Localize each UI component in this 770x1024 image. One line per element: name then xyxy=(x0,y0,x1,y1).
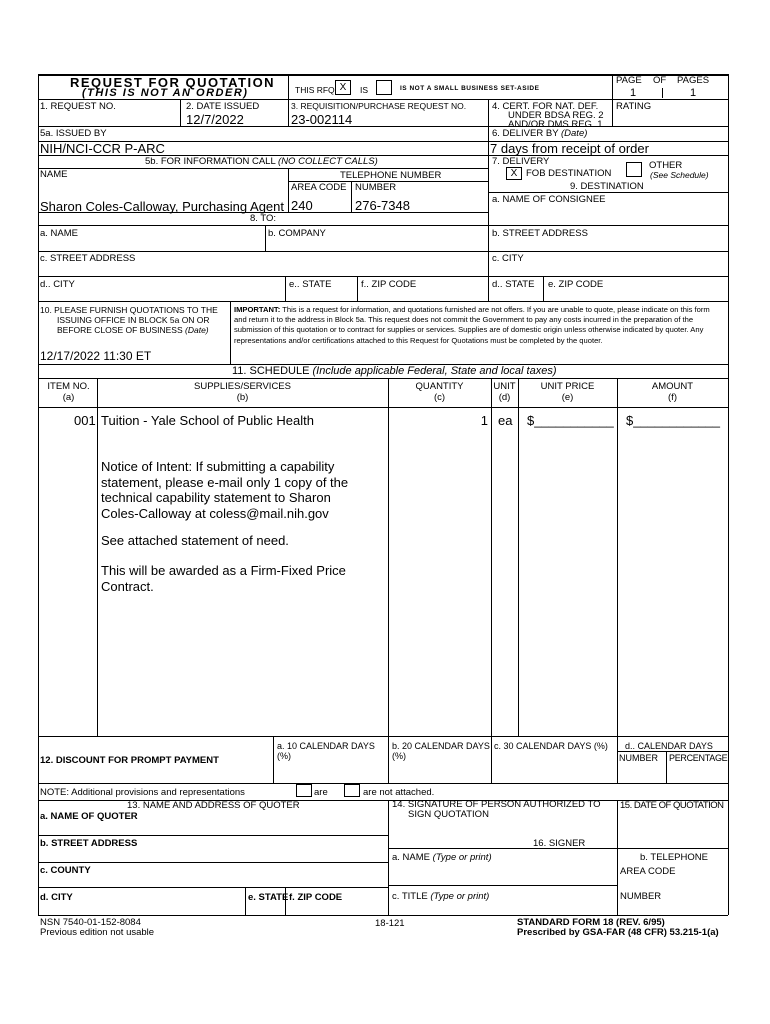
to-state-label: e.. STATE xyxy=(289,279,332,290)
page-label: PAGE xyxy=(616,75,642,86)
item-number: 001 xyxy=(74,413,96,428)
telephone-label: TELEPHONE NUMBER xyxy=(340,170,442,181)
set-aside-label: IS NOT A SMALL BUSINESS SET-ASIDE xyxy=(400,85,540,92)
number-label: NUMBER xyxy=(355,182,397,193)
signer-number-label: NUMBER xyxy=(620,891,662,902)
dest-city-label: c. CITY xyxy=(492,253,524,264)
col-price-header: UNIT PRICE (e) xyxy=(540,381,595,403)
signer-name-label: a. NAME (Type or print) xyxy=(392,852,492,863)
area-code-label: AREA CODE xyxy=(291,182,347,193)
are-checkbox[interactable] xyxy=(296,784,312,797)
destination-label: 9. DESTINATION xyxy=(570,181,644,192)
requisition-label: 3. REQUISITION/PURCHASE REQUEST NO. xyxy=(291,101,467,111)
col-amount-header: AMOUNT (f) xyxy=(651,381,694,403)
item-unit: ea xyxy=(498,413,513,428)
discount-days-label: d.. CALENDAR DAYS xyxy=(625,741,713,751)
item-description: Tuition - Yale School of Public Health xyxy=(101,413,314,428)
signer-area-code-label: AREA CODE xyxy=(620,866,676,877)
date-issued-value: 12/7/2022 xyxy=(186,112,244,127)
other-label: OTHER xyxy=(649,160,683,171)
to-city-label: d.. CITY xyxy=(40,279,75,290)
cert-label-2: UNDER BDSA REG. 2 xyxy=(508,110,604,121)
quoter-zip-label: f. ZIP CODE xyxy=(289,892,343,903)
note-label: NOTE: Additional provisions and representations xyxy=(40,787,245,798)
discount-30-label: c. 30 CALENDAR DAYS (%) xyxy=(494,741,608,751)
item-unit-price: $___________ xyxy=(527,413,614,428)
col-qty-header: QUANTITY (c) xyxy=(415,381,464,403)
form-subtitle: (THIS IS NOT AN ORDER) xyxy=(82,87,249,99)
award-note: This will be awarded as a Firm-Fixed Price Contract. xyxy=(101,563,346,594)
signer-label: 16. SIGNER xyxy=(533,838,586,849)
info-call-label: 5b. FOR INFORMATION CALL (NO COLLECT CALLS) xyxy=(145,156,378,167)
block10-line1: 10. PLEASE FURNISH QUOTATIONS TO THE xyxy=(40,305,218,315)
are-not-checkbox[interactable] xyxy=(344,784,360,797)
col-unit-header: UNIT (d) xyxy=(493,381,516,403)
discount-percentage-label: PERCENTAGE xyxy=(669,753,728,763)
are-label: are xyxy=(314,787,328,798)
set-aside-checkbox[interactable] xyxy=(376,80,392,95)
pages-label: PAGES xyxy=(677,75,710,86)
of-label: OF xyxy=(653,75,667,86)
quoter-title: 13. NAME AND ADDRESS OF QUOTER xyxy=(127,800,300,811)
block10-line3: BEFORE CLOSE OF BUSINESS (Date) xyxy=(57,325,209,335)
name-label: NAME xyxy=(40,169,68,180)
col-item-header: ITEM NO. (a) xyxy=(47,381,90,403)
deliver-by-value: 7 days from receipt of order xyxy=(490,141,649,156)
discount-number-label: NUMBER xyxy=(619,753,659,763)
this-rfq-label: THIS RFQ xyxy=(295,85,335,95)
contact-name: Sharon Coles-Calloway, Purchasing Agent xyxy=(40,199,285,214)
rating-label: RATING xyxy=(616,101,652,112)
is-label: IS xyxy=(360,85,369,95)
quote-due-date: 12/17/2022 11:30 ET xyxy=(40,349,152,363)
signature-label: 14. SIGNATURE OF PERSON AUTHORIZED TO SIGN QUOTATION xyxy=(392,799,601,820)
phone-number-value: 276-7348 xyxy=(355,198,410,213)
fob-checkbox[interactable]: X xyxy=(506,167,522,180)
footer-standard-form: STANDARD FORM 18 (REV. 6/95) Prescribed by GSA-FAR (48 CFR) 53.215-1(a) xyxy=(517,917,719,938)
statement-note: See attached statement of need. xyxy=(101,533,289,548)
page-number: 1 xyxy=(630,87,637,99)
discount-20-label: b. 20 CALENDAR DAYS (%) xyxy=(392,741,490,761)
to-company-label: b. COMPANY xyxy=(268,228,326,239)
notice-of-intent: Notice of Intent: If submitting a capability statement, please e-mail only 1 copy of the technical capability statement to Sharon Coles-Calloway at coless@mail.nih.gov xyxy=(101,459,349,521)
consignee-label: a. NAME OF CONSIGNEE xyxy=(492,194,606,205)
cert-label-3: AND/OR DMS REG. 1 xyxy=(508,119,603,126)
other-sub-label: (See Schedule) xyxy=(650,170,709,180)
col-supplies-header: SUPPLIES/SERVICES (b) xyxy=(194,381,291,403)
block10-line2: ISSUING OFFICE IN BLOCK 5a ON OR xyxy=(57,315,210,325)
form-title: REQUEST FOR QUOTATION xyxy=(70,75,276,90)
cert-label-1: 4. CERT. FOR NAT. DEF. xyxy=(492,101,599,112)
quoter-county-label: c. COUNTY xyxy=(40,865,91,876)
item-amount: $____________ xyxy=(626,413,720,428)
date-issued-label: 2. DATE ISSUED xyxy=(186,101,260,112)
are-not-label: are not attached. xyxy=(363,787,435,798)
to-street-label: c. STREET ADDRESS xyxy=(40,253,136,264)
dest-zip-label: e. ZIP CODE xyxy=(548,279,604,290)
deliver-by-label: 6. DELIVER BY (Date) xyxy=(492,128,588,139)
signer-telephone-label: b. TELEPHONE xyxy=(640,852,708,863)
to-name-label: a. NAME xyxy=(40,228,79,239)
quoter-street-label: b. STREET ADDRESS xyxy=(40,838,138,849)
issued-by-value: NIH/NCI-CCR P-ARC xyxy=(40,141,165,156)
footer-form-number: 18-121 xyxy=(375,918,405,929)
quote-date-label: 15. DATE OF QUOTATION xyxy=(620,800,724,811)
request-no-label: 1. REQUEST NO. xyxy=(40,101,116,112)
quoter-name-label: a. NAME OF QUOTER xyxy=(40,811,138,822)
schedule-title: 11. SCHEDULE (Include applicable Federal, State and local taxes) xyxy=(232,365,557,377)
dest-state-label: d.. STATE xyxy=(492,279,535,290)
item-quantity: 1 xyxy=(480,413,488,428)
important-notice: IMPORTANT: This is a request for information, and quotations furnished are not offers. If you are unable to quote, please indicate on this form and return it to the address in Block 5a. This request does not commit the Government to pay any costs incurred in the preparation of the submission of this quotation or to contract for supplies or services. Supplies are of domestic origin unless otherwise indicated by quoter. Any representations and/or certifications attached to this Request for Quotations must be completed by the quoter. xyxy=(234,305,710,345)
other-checkbox[interactable] xyxy=(626,162,642,177)
discount-label: 12. DISCOUNT FOR PROMPT PAYMENT xyxy=(40,755,219,766)
quoter-city-label: d. CITY xyxy=(40,892,73,903)
rfq-checkbox[interactable]: X xyxy=(335,80,351,95)
issued-by-label: 5a. ISSUED BY xyxy=(40,128,107,139)
to-zip-label: f.. ZIP CODE xyxy=(361,279,417,290)
pages-number: 1 xyxy=(690,87,697,99)
dest-street-label: b. STREET ADDRESS xyxy=(492,228,588,239)
area-code-value: 240 xyxy=(291,198,313,213)
discount-10-label: a. 10 CALENDAR DAYS (%) xyxy=(277,741,375,761)
quoter-state-label: e. STATE xyxy=(248,892,289,903)
requisition-value: 23-002114 xyxy=(291,112,353,127)
delivery-label: 7. DELIVERY xyxy=(492,156,550,167)
fob-label: FOB DESTINATION xyxy=(526,168,612,179)
to-label: 8. TO: xyxy=(250,213,277,224)
footer-nsn: NSN 7540-01-152-8084 Previous edition not usable xyxy=(40,917,155,938)
signer-title-label: c. TITLE (Type or print) xyxy=(392,891,490,902)
